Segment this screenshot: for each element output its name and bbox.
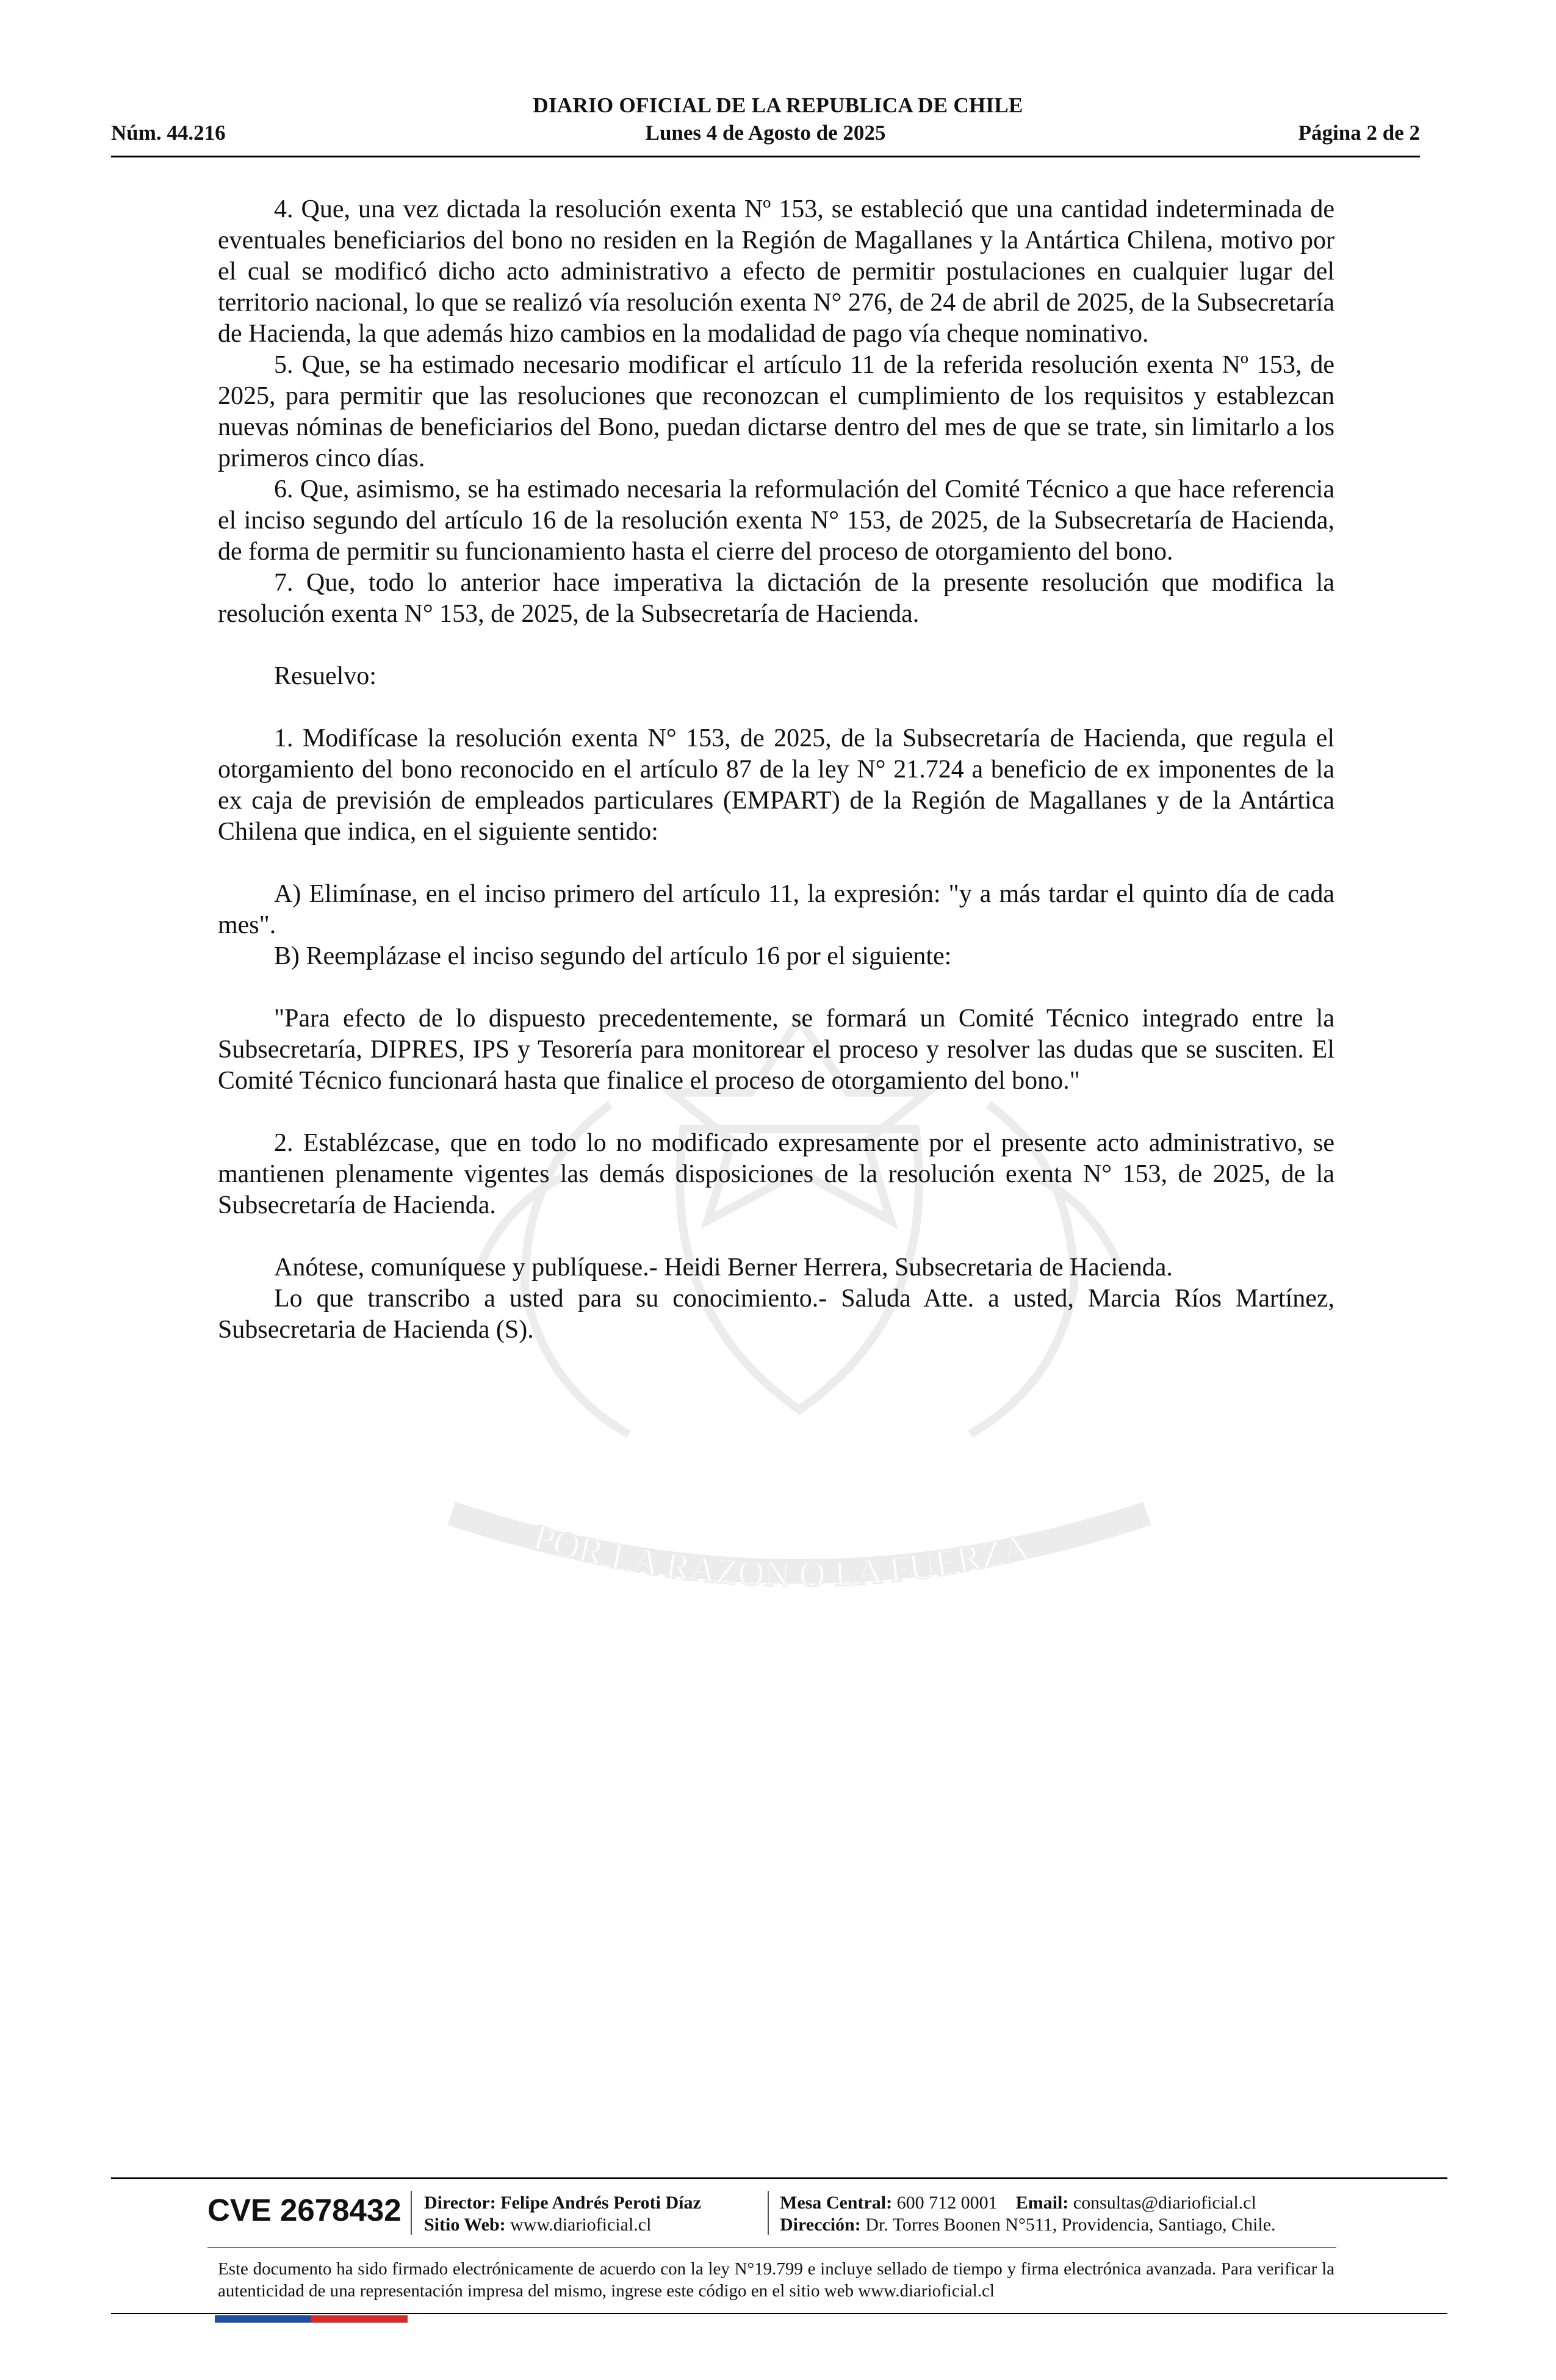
website-label: Sitio Web: bbox=[424, 2215, 506, 2235]
flag-blue-segment bbox=[215, 2315, 311, 2323]
director-label: Director: bbox=[424, 2193, 496, 2213]
footer-top-divider bbox=[111, 2177, 1447, 2179]
paragraph-6: 6. Que, asimismo, se ha estimado necesaria la reformulación del Comité Técnico a que hace referencia el inciso segundo del artículo 16 de la resolución exenta N° 153, de 2025, de la Subsecretaría de Hacienda, de forma de permitir su funcionamiento hasta el cierre del proceso de otorgamiento del bono. bbox=[218, 475, 1334, 566]
footer-bottom-divider bbox=[111, 2313, 1447, 2314]
quoted-text: "Para efecto de lo dispuesto precedentemente, se formará un Comité Técnico integrado entre la Subsecretaría, DIPRES, IPS y Tesorería para monitorear el proceso y resolver las dudas que se susciten. El Comité Técnico funcionará hasta que finalice el proceso de otorgamiento del bono." bbox=[218, 1004, 1334, 1095]
footer-separator bbox=[411, 2191, 412, 2235]
gazette-title: DIARIO OFICIAL DE LA REPUBLICA DE CHILE bbox=[533, 93, 1023, 117]
header-divider bbox=[111, 156, 1420, 157]
email-label: Email: bbox=[1015, 2193, 1069, 2213]
closing-line-2: Lo que transcribo a usted para su conocimiento.- Saluda Atte. a usted, Marcia Ríos Martínez, Subsecretaria de Hacienda (S). bbox=[218, 1285, 1334, 1344]
paragraph-7: 7. Que, todo lo anterior hace imperativa la dictación de la presente resolución que modifica la resolución exenta N° 153, de 2025, de la Subsecretaría de Hacienda. bbox=[218, 569, 1334, 628]
issue-date: Lunes 4 de Agosto de 2025 bbox=[645, 121, 886, 145]
flag-red-segment bbox=[311, 2315, 408, 2323]
watermark-motto: POR LA RAZON O LA FUERZA bbox=[529, 1516, 1033, 1595]
phone-number: 600 712 0001 bbox=[896, 2193, 998, 2213]
address-label: Dirección: bbox=[780, 2215, 861, 2235]
resolution-item-2: 2. Establézcase, que en todo lo no modificado expresamente por el presente acto administrativo, se mantienen plenamente vigentes las demás disposiciones de la resolución exenta N° 153, de 2025, de la Subsecretaría de Hacienda. bbox=[218, 1129, 1334, 1219]
closing-line-1: Anótese, comuníquese y publíquese.- Heidi Berner Herrera, Subsecretaria de Hacienda. bbox=[274, 1253, 1173, 1282]
cve-code: CVE 2678432 bbox=[207, 2193, 402, 2227]
email-link[interactable]: consultas@diarioficial.cl bbox=[1073, 2193, 1256, 2213]
paragraph-5: 5. Que, se ha estimado necesario modificar el artículo 11 de la referida resolución exenta Nº 153, de 2025, para permitir que las resoluciones que reconozcan el cumplimiento de los requisitos y establezcan nuevas nóminas de beneficiarios del Bono, puedan dictarse dentro del mes de que se trate, sin limitarlo a los primeros cinco días. bbox=[218, 351, 1334, 472]
issue-number: Núm. 44.216 bbox=[111, 121, 226, 145]
phone-label: Mesa Central: bbox=[780, 2193, 893, 2213]
resuelvo-heading: Resuelvo: bbox=[274, 662, 376, 690]
footer-contact-block bbox=[780, 2192, 1276, 2236]
page-indicator: Página 2 de 2 bbox=[1298, 121, 1420, 145]
paragraph-4: 4. Que, una vez dictada la resolución exenta Nº 153, se estableció que una cantidad indeterminada de eventuales beneficiarios del bono no residen en la Región de Magallanes y la Antártica Chilena, motivo por el cual se modificó dicho acto administrativo a efecto de permitir postulaciones en cualquier lugar del territorio nacional, lo que se realizó vía resolución exenta N° 276, de 24 de abril de 2025, de la Subsecretaría de Hacienda, la que además hizo cambios en la modalidad de pago vía cheque nominativo. bbox=[218, 195, 1334, 348]
website-link[interactable]: www.diarioficial.cl bbox=[510, 2215, 652, 2235]
address-value: Dr. Torres Boonen N°511, Providencia, Santiago, Chile. bbox=[865, 2215, 1276, 2235]
footer-director-block bbox=[424, 2192, 701, 2236]
flag-stripe bbox=[215, 2315, 408, 2323]
footer-separator bbox=[768, 2191, 769, 2235]
document-body bbox=[218, 194, 1334, 1346]
resolution-item-b: B) Reemplázase el inciso segundo del artículo 16 por el siguiente: bbox=[274, 942, 952, 970]
director-name: Felipe Andrés Peroti Díaz bbox=[500, 2193, 701, 2213]
resolution-item-1: 1. Modifícase la resolución exenta N° 153, de 2025, de la Subsecretaría de Hacienda, que regula el otorgamiento del bono reconocido en el artículo 87 de la ley N° 21.724 a beneficio de ex imponentes de la ex caja de previsión de empleados particulares (EMPART) de la Región de Magallanes y de la Antártica Chilena que indica, en el siguiente sentido: bbox=[218, 724, 1334, 846]
footer-mid-divider bbox=[207, 2247, 1336, 2248]
resolution-item-a: A) Elimínase, en el inciso primero del artículo 11, la expresión: "y a más tardar el quinto día de cada mes". bbox=[218, 880, 1334, 939]
electronic-signature-note: Este documento ha sido firmado electrónicamente de acuerdo con la ley N°19.799 e incluye sellado de tiempo y firma electrónica avanzada. Para verificar la autenticidad de una representación impresa del mismo, ingrese este código en el sitio web www.diarioficial.cl bbox=[218, 2259, 1334, 2301]
